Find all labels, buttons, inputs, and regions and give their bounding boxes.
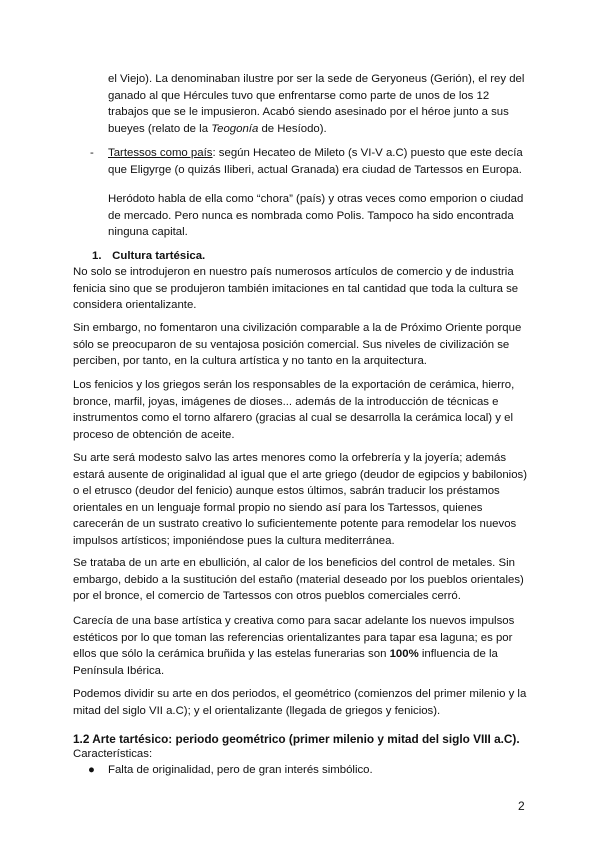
paragraph-4: Su arte será modesto salvo las artes menores como la orfebrería y la joyería; además estará ausente de originalidad al igual que el arte griego (deudor de egipcios y babilonios) o el etrusco (deudor del fenicio) aunque estos últimos, sabrán traducir los préstamos orientales en un lenguaje formal propio no siendo así para los Tartessos, quienes carecerán de un sustrato creativo lo suficientemente potente para remodelar los nuevos impulsos artísticos; imponiéndose pues la cultura mediterránea. bbox=[73, 452, 528, 547]
paragraph-1: No solo se introdujeron en nuestro país numerosos artículos de comercio y de industria fenicia sino que se produjeron también imitaciones en tal cantidad que toda la cultura se considera orientalizante. bbox=[73, 266, 519, 312]
section-heading-geometrico: 1.2 Arte tartésico: periodo geométrico (primer milenio y mitad del siglo VIII a.C). bbox=[73, 732, 520, 746]
list-dash: - bbox=[90, 147, 94, 159]
bullet-icon: ● bbox=[88, 764, 95, 776]
section-heading-cultura bbox=[92, 248, 512, 265]
page-number: 2 bbox=[518, 799, 525, 813]
teogonia-italic: Teogonía bbox=[211, 122, 259, 135]
tartessos-paragraph bbox=[108, 145, 538, 178]
paragraph-6 bbox=[73, 613, 535, 679]
paragraph-5: Se trataba de un arte en ebullición, al calor de los beneficios del control de metales. Sin embargo, debido a la sustitución del estaño (material deseado por los pueblos orientales) por el bronce, el comercio de Tartessos con otros pueblos comerciales cerró. bbox=[73, 557, 524, 603]
gerion-text-b: de Hesíodo). bbox=[258, 122, 327, 135]
paragraph-3: Los fenicios y los griegos serán los responsables de la exportación de cerámica, hierro, bronce, marfil, joyas, imágenes de dioses... además de la introducción de técnicas e instrumentos como el torno alfarero (gracias al cual se desarrolla la cerámica local) y el proceso de obtención de aceite. bbox=[73, 379, 515, 441]
section-title: Cultura tartésica. bbox=[112, 250, 206, 262]
section-number: 1. bbox=[92, 250, 102, 262]
bullet-item: Falta de originalidad, pero de gran interés simbólico. bbox=[108, 764, 373, 776]
para6-bold: 100% bbox=[389, 648, 419, 661]
paragraph-2: Sin embargo, no fomentaron una civilización comparable a la de Próximo Oriente porque sólo se preocuparon de su ventajosa posición comercial. Sus niveles de civilización se perciben, por tanto, en la cultura artística y no tanto en la arquitectura. bbox=[73, 322, 522, 368]
para6-text-b: influencia de la Península Ibérica. bbox=[73, 648, 498, 677]
paragraph-7: Podemos dividir su arte en dos periodos, el geométrico (comienzos del primer milenio y la mitad del siglo VII a.C); y el orientalizante (llegada de griegos y fenicios). bbox=[73, 688, 527, 717]
tartessos-text: : según Hecateo de Mileto (s VI-V a.C) puesto que este decía que Eligyrge (o quizás Iliberi, actual Granada) era ciudad de Tartessos en Europa. bbox=[108, 147, 523, 176]
tartessos-underlined-term: Tartessos como país bbox=[108, 147, 213, 159]
gerion-paragraph bbox=[108, 71, 528, 137]
para6-text-a: Carecía de una base artística y creativa como para sacar adelante los nuevos impulsos estéticos por lo que toman las referencias orientalizantes para tapar esa laguna; es por ellos que sólo la cerámica bruñida y las estelas funerarias son bbox=[73, 615, 515, 661]
caracteristicas-label: Características: bbox=[73, 748, 153, 760]
herodoto-paragraph: Heródoto habla de ella como “chora” (país) y otras veces como emporion o ciudad de mercado. Pero nunca es nombrada como Polis. Tampoco ha sido encontrada ninguna capital. bbox=[108, 193, 524, 239]
gerion-text-a: el Viejo). La denominaban ilustre por ser la sede de Geryoneus (Gerión), el rey del ganado al que Hércules tuvo que enfrentarse como parte de unos de los 12 trabajos que se le impusieron. Acabó siendo asesinado por el héroe junto a sus bueyes (relato de la bbox=[108, 73, 525, 135]
